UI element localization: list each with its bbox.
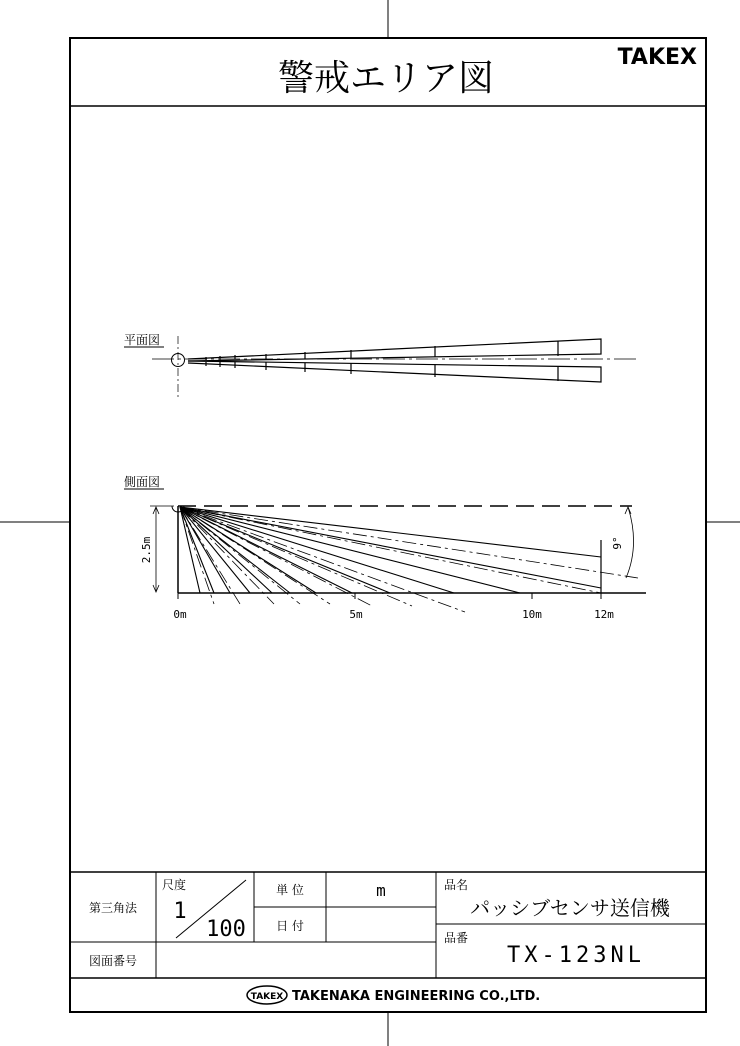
height-label: 2.5m	[140, 536, 153, 564]
part-number-label: 品番	[444, 931, 469, 945]
brand-logo: TAKEX	[617, 45, 697, 70]
company-name: TAKENAKA ENGINEERING CO.,LTD.	[292, 989, 541, 1004]
plan-view-label: 平面図	[124, 333, 161, 347]
sheet-title: 警戒エリア図	[277, 58, 495, 99]
company-logo: TAKEX	[250, 992, 284, 1002]
side-beams-solid	[180, 507, 601, 593]
scale-numerator: 1	[173, 899, 187, 924]
side-view-label: 側面図	[124, 475, 161, 489]
product-name-label: 品名	[444, 878, 469, 892]
side-view	[150, 506, 646, 612]
sheet-frame	[70, 38, 706, 1012]
scale-denominator: 100	[206, 917, 246, 942]
angle-label: 9°	[611, 536, 624, 550]
angle-arc	[626, 507, 634, 578]
date-label: 日 付	[276, 919, 304, 933]
unit-value: m	[376, 881, 386, 900]
plan-segment-boundaries	[206, 341, 558, 381]
tick-label-0m: 0m	[173, 608, 187, 621]
tick-label-10m: 10m	[522, 608, 542, 621]
unit-label: 単 位	[276, 883, 304, 897]
product-name-value: パッシブセンサ送信機	[470, 896, 670, 920]
projection-method: 第三角法	[88, 901, 138, 915]
scale-label: 尺度	[162, 878, 187, 892]
tick-label-5m: 5m	[349, 608, 363, 621]
part-number-value: TX-123NL	[507, 943, 645, 968]
drawing-number-label: 図面番号	[88, 954, 138, 968]
plan-view	[152, 336, 640, 398]
plan-lower-beam	[188, 361, 601, 382]
side-beams-centerlines	[180, 507, 638, 612]
tick-label-12m: 12m	[594, 608, 614, 621]
plan-upper-beam	[188, 339, 601, 361]
